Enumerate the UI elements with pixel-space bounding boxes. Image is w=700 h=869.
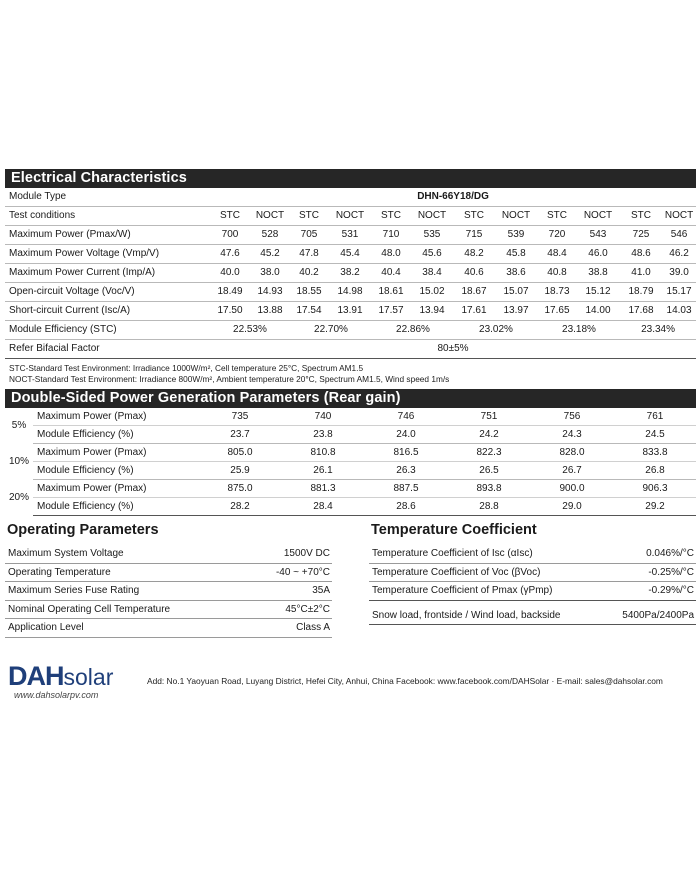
logo-url: www.dahsolarpv.com [14, 690, 99, 700]
load-label: Snow load, frontside / Wind load, backside [369, 607, 533, 625]
operating-parameters [5, 521, 332, 638]
row-value: 40.0 [210, 264, 250, 283]
efficiency-value: 22.53% [210, 321, 290, 340]
row-value: 40.8 [538, 264, 576, 283]
test-conditions-label: Test conditions [5, 207, 210, 226]
power-label: Maximum Power (Pmax) [33, 444, 198, 462]
row-value: 46.0 [576, 245, 620, 264]
test-conditions-row [5, 207, 696, 226]
param-value: 1500V DC [169, 545, 333, 563]
footer [5, 659, 696, 709]
power-value: 833.8 [614, 444, 696, 462]
param-value: -40 ~ +70°C [169, 563, 333, 582]
temperature-title: Temperature Coefficient [371, 522, 537, 538]
efficiency-value: 23.02% [454, 321, 538, 340]
row-label: Maximum Power Current (Imp/A) [5, 264, 210, 283]
row-value: 18.67 [454, 283, 494, 302]
row-value: 720 [538, 226, 576, 245]
row-label: Maximum Power Voltage (Vmp/V) [5, 245, 210, 264]
row-value: 17.54 [290, 302, 328, 321]
power-value: 893.8 [448, 480, 530, 498]
row-value: 700 [210, 226, 250, 245]
row-value: 41.0 [620, 264, 662, 283]
bifacial-row [5, 340, 696, 359]
power-value: 816.5 [364, 444, 448, 462]
efficiency-value: 24.5 [614, 426, 696, 444]
row-value: 14.00 [576, 302, 620, 321]
row-value: 38.6 [494, 264, 538, 283]
efficiency-value: 24.2 [448, 426, 530, 444]
test-notes [5, 359, 696, 389]
efficiency-value: 28.2 [198, 498, 282, 516]
row-value: 725 [620, 226, 662, 245]
efficiency-label: Module Efficiency (STC) [5, 321, 210, 340]
row-value: 40.6 [454, 264, 494, 283]
contact-address: Add: No.1 Yaoyuan Road, Luyang District, Hefei City, Anhui, China Facebook: www.facebook.com/DAHSolar · E-mail: sales@dahsolar.com [147, 676, 663, 686]
row-value: 14.93 [250, 283, 290, 302]
power-value: 900.0 [530, 480, 614, 498]
logo-wordmark [8, 661, 113, 692]
param-name: Nominal Operating Cell Temperature [5, 600, 169, 619]
temperature-row [369, 563, 696, 582]
bifacial-value: 80±5% [210, 340, 696, 359]
row-value: 48.0 [372, 245, 410, 264]
row-value: 17.50 [210, 302, 250, 321]
row-value: 539 [494, 226, 538, 245]
row-value: 40.2 [290, 264, 328, 283]
double-sided-title: Double-Sided Power Generation Parameters (Rear gain) [5, 389, 696, 408]
efficiency-value: 28.6 [364, 498, 448, 516]
efficiency-value: 25.9 [198, 462, 282, 480]
row-value: 17.68 [620, 302, 662, 321]
load-value: 5400Pa/2400Pa [533, 607, 697, 625]
row-label: Maximum Power (Pmax/W) [5, 226, 210, 245]
param-name: Operating Temperature [5, 563, 169, 582]
efficiency-value: 23.8 [282, 426, 364, 444]
power-label: Maximum Power (Pmax) [33, 480, 198, 498]
stc-header: STC [538, 207, 576, 226]
power-value: 887.5 [364, 480, 448, 498]
operating-row [5, 582, 332, 601]
module-type-value: DHN-66Y18/DG [210, 188, 696, 207]
row-value: 48.6 [620, 245, 662, 264]
row-value: 45.6 [410, 245, 454, 264]
row-value: 13.88 [250, 302, 290, 321]
row-value: 45.8 [494, 245, 538, 264]
efficiency-value: 26.7 [530, 462, 614, 480]
row-value: 45.4 [328, 245, 372, 264]
note-stc: STC-Standard Test Environment: Irradiance 1000W/m², Cell temperature 25°C, Spectrum AM1.5 [9, 363, 364, 373]
efficiency-value: 29.2 [614, 498, 696, 516]
electrical-row [5, 264, 696, 283]
row-value: 15.07 [494, 283, 538, 302]
row-value: 15.12 [576, 283, 620, 302]
power-label: Maximum Power (Pmax) [33, 408, 198, 426]
operating-row [5, 563, 332, 582]
rear-gain-power-row [5, 408, 696, 426]
module-type-label: Module Type [5, 188, 210, 207]
row-value: 47.8 [290, 245, 328, 264]
module-type-row [5, 188, 696, 207]
noct-header: NOCT [576, 207, 620, 226]
coef-name: Temperature Coefficient of Pmax (γPmp) [369, 582, 533, 601]
row-value: 38.8 [576, 264, 620, 283]
rear-gain-efficiency-row [5, 498, 696, 516]
efficiency-value: 26.8 [614, 462, 696, 480]
operating-title: Operating Parameters [7, 522, 159, 538]
efficiency-value: 28.8 [448, 498, 530, 516]
power-value: 761 [614, 408, 696, 426]
row-value: 543 [576, 226, 620, 245]
param-name: Application Level [5, 619, 169, 638]
temperature-coefficient [369, 521, 696, 625]
efficiency-value: 24.0 [364, 426, 448, 444]
row-value: 14.03 [662, 302, 696, 321]
row-value: 48.2 [454, 245, 494, 264]
logo-main: DAH [8, 661, 64, 691]
operating-row [5, 619, 332, 638]
row-value: 18.73 [538, 283, 576, 302]
operating-row [5, 545, 332, 563]
efficiency-value: 22.86% [372, 321, 454, 340]
efficiency-value: 23.34% [620, 321, 696, 340]
param-value: 45°C±2°C [169, 600, 333, 619]
row-value: 13.94 [410, 302, 454, 321]
rear-gain-percent: 5% [11, 420, 27, 432]
operating-row [5, 600, 332, 619]
power-value: 822.3 [448, 444, 530, 462]
row-value: 45.2 [250, 245, 290, 264]
bifacial-label: Refer Bifacial Factor [5, 340, 210, 359]
power-value: 906.3 [614, 480, 696, 498]
efficiency-value: 26.1 [282, 462, 364, 480]
electrical-row [5, 302, 696, 321]
row-value: 48.4 [538, 245, 576, 264]
rear-gain-power-row [5, 480, 696, 498]
temperature-row [369, 545, 696, 563]
row-value: 46.2 [662, 245, 696, 264]
power-value: 810.8 [282, 444, 364, 462]
row-value: 18.49 [210, 283, 250, 302]
row-label: Open-circuit Voltage (Voc/V) [5, 283, 210, 302]
row-value: 38.2 [328, 264, 372, 283]
efficiency-value: 26.5 [448, 462, 530, 480]
power-value: 740 [282, 408, 364, 426]
efficiency-value: 23.7 [198, 426, 282, 444]
param-value: Class A [169, 619, 333, 638]
operating-table [5, 545, 332, 638]
stc-header: STC [454, 207, 494, 226]
row-value: 17.57 [372, 302, 410, 321]
row-value: 15.17 [662, 283, 696, 302]
electrical-row [5, 226, 696, 245]
power-value: 746 [364, 408, 448, 426]
row-value: 531 [328, 226, 372, 245]
coef-value: -0.25%/°C [533, 563, 697, 582]
row-value: 14.98 [328, 283, 372, 302]
param-value: 35A [169, 582, 333, 601]
row-value: 715 [454, 226, 494, 245]
double-sided-table [5, 408, 696, 516]
rear-gain-percent: 20% [8, 492, 29, 503]
noct-header: NOCT [250, 207, 290, 226]
efficiency-label: Module Efficiency (%) [33, 426, 198, 444]
row-value: 17.61 [454, 302, 494, 321]
row-value: 18.55 [290, 283, 328, 302]
row-value: 13.97 [494, 302, 538, 321]
power-value: 735 [198, 408, 282, 426]
power-value: 828.0 [530, 444, 614, 462]
row-value: 17.65 [538, 302, 576, 321]
efficiency-label: Module Efficiency (%) [33, 462, 198, 480]
power-value: 751 [448, 408, 530, 426]
row-value: 528 [250, 226, 290, 245]
row-value: 39.0 [662, 264, 696, 283]
coef-name: Temperature Coefficient of Isc (αIsc) [369, 545, 533, 563]
electrical-row [5, 283, 696, 302]
param-name: Maximum Series Fuse Rating [5, 582, 169, 601]
noct-header: NOCT [328, 207, 372, 226]
efficiency-value: 28.4 [282, 498, 364, 516]
coef-value: 0.046%/°C [533, 545, 697, 563]
row-value: 546 [662, 226, 696, 245]
rear-gain-power-row [5, 444, 696, 462]
temperature-row [369, 582, 696, 601]
row-value: 705 [290, 226, 328, 245]
row-value: 18.79 [620, 283, 662, 302]
power-value: 881.3 [282, 480, 364, 498]
efficiency-value: 22.70% [290, 321, 372, 340]
electrical-table [5, 188, 696, 359]
row-value: 18.61 [372, 283, 410, 302]
row-value: 710 [372, 226, 410, 245]
efficiency-value: 26.3 [364, 462, 448, 480]
efficiency-row [5, 321, 696, 340]
rear-gain-percent: 10% [8, 456, 29, 467]
row-value: 15.02 [410, 283, 454, 302]
row-value: 47.6 [210, 245, 250, 264]
note-noct: NOCT-Standard Test Environment: Irradiance 800W/m², Ambient temperature 20°C, Spectrum AM1.5, Wind speed 1m/s [9, 373, 450, 384]
efficiency-value: 24.3 [530, 426, 614, 444]
coef-value: -0.29%/°C [533, 582, 697, 601]
rear-gain-efficiency-row [5, 426, 696, 444]
stc-header: STC [290, 207, 328, 226]
coef-name: Temperature Coefficient of Voc (βVoc) [369, 563, 533, 582]
row-value: 40.4 [372, 264, 410, 283]
param-name: Maximum System Voltage [5, 545, 169, 563]
stc-header: STC [210, 207, 250, 226]
electrical-title: Electrical Characteristics [5, 169, 696, 188]
rear-gain-efficiency-row [5, 462, 696, 480]
noct-header: NOCT [494, 207, 538, 226]
temperature-table [369, 545, 696, 625]
row-label: Short-circuit Current (Isc/A) [5, 302, 210, 321]
efficiency-value: 23.18% [538, 321, 620, 340]
power-value: 805.0 [198, 444, 282, 462]
row-value: 38.4 [410, 264, 454, 283]
stc-header: STC [620, 207, 662, 226]
efficiency-label: Module Efficiency (%) [33, 498, 198, 516]
row-value: 38.0 [250, 264, 290, 283]
power-value: 756 [530, 408, 614, 426]
electrical-row [5, 245, 696, 264]
stc-header: STC [372, 207, 410, 226]
dah-solar-logo [8, 659, 128, 707]
efficiency-value: 29.0 [530, 498, 614, 516]
noct-header: NOCT [662, 207, 696, 226]
noct-header: NOCT [410, 207, 454, 226]
row-value: 13.91 [328, 302, 372, 321]
load-row [369, 607, 696, 625]
electrical-section [5, 169, 696, 516]
logo-solar: solar [63, 664, 114, 690]
power-value: 875.0 [198, 480, 282, 498]
row-value: 535 [410, 226, 454, 245]
